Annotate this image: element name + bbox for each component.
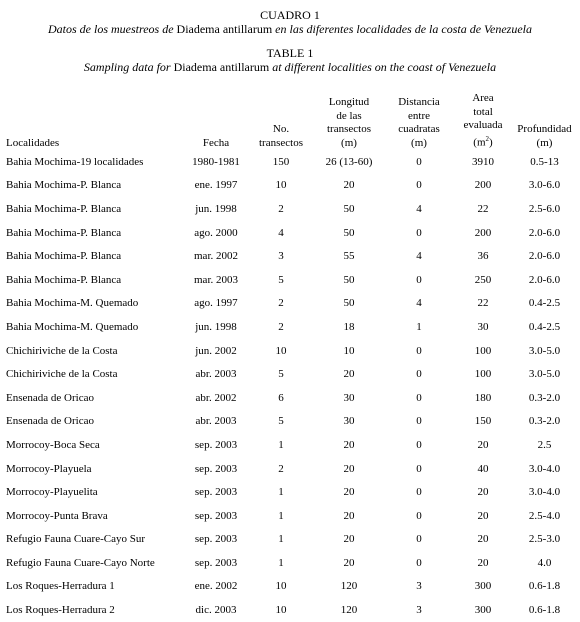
cell-longitud: 20 <box>343 438 355 451</box>
cell-longitud: 10 <box>343 344 355 357</box>
cell-longitud: 20 <box>343 179 355 192</box>
header-area: Area total evaluada $(m^2)$ <box>463 92 503 149</box>
caption-english-text: Sampling data for Diadema antillarum at different localities on the coast of Venezuela <box>83 60 497 74</box>
cell-localidad: Bahia Mochima-P. Blanca <box>6 226 122 239</box>
cell-localidad: Bahia Mochima-M. Quemado <box>6 320 139 333</box>
cell-profundidad: 3.0-4.0 <box>528 486 561 499</box>
cell-area: 180 <box>474 391 492 404</box>
cell-longitud: 30 <box>343 415 355 428</box>
cell-profundidad: 3.0-6.0 <box>528 179 561 192</box>
cell-area: 20 <box>477 533 489 546</box>
cell-no-transectos: 10 <box>275 580 287 593</box>
cell-area: 40 <box>477 462 489 475</box>
cell-localidad: Bahia Mochima-P. Blanca <box>6 273 122 286</box>
table-row <box>6 221 574 245</box>
cell-longitud: 20 <box>343 533 355 546</box>
cell-area: 20 <box>477 556 489 569</box>
cell-no-transectos: 10 <box>275 604 287 617</box>
table-row <box>6 551 574 575</box>
cell-profundidad: 3.0-4.0 <box>528 462 561 475</box>
caption-spanish <box>0 4 580 36</box>
cell-profundidad: 0.4-2.5 <box>528 320 561 333</box>
cell-localidad: Morrocoy-Boca Seca <box>6 438 100 451</box>
cell-profundidad: 2.5-3.0 <box>528 533 561 546</box>
cell-distancia: 0 <box>416 226 422 239</box>
cell-no-transectos: 5 <box>278 415 284 428</box>
cell-area: 3910 <box>472 155 494 168</box>
cell-longitud: 20 <box>343 462 355 475</box>
cell-longitud: 20 <box>343 368 355 381</box>
header-longitud: Longitud de las transectos (m) <box>327 96 371 149</box>
cell-profundidad: 0.4-2.5 <box>528 297 561 310</box>
cell-area: 300 <box>474 580 492 593</box>
cell-area: 200 <box>474 179 492 192</box>
cell-fecha: sep. 2003 <box>194 486 238 499</box>
table-row <box>6 315 574 339</box>
cell-distancia: 0 <box>416 155 422 168</box>
cell-fecha: jun. 1998 <box>195 202 237 215</box>
cell-localidad: Chichiriviche de la Costa <box>6 368 118 381</box>
cell-fecha: ene. 1997 <box>194 179 238 192</box>
table-body <box>6 150 574 622</box>
cell-no-transectos: 6 <box>278 391 284 404</box>
cell-distancia: 0 <box>416 486 422 499</box>
cell-fecha: ago. 1997 <box>194 297 238 310</box>
cell-profundidad: 2.5 <box>537 438 552 451</box>
cell-distancia: 0 <box>416 509 422 522</box>
cell-localidad: Bahia Mochima-M. Quemado <box>6 297 139 310</box>
cell-distancia: 4 <box>416 250 422 263</box>
table-row <box>6 457 574 481</box>
cell-localidad: Ensenada de Oricao <box>6 391 94 404</box>
cell-profundidad: 0.6-1.8 <box>528 580 561 593</box>
cell-localidad: Bahia Mochima-P. Blanca <box>6 250 122 263</box>
cell-distancia: 0 <box>416 273 422 286</box>
cell-profundidad: 3.0-5.0 <box>528 344 561 357</box>
cell-localidad: Refugio Fauna Cuare-Cayo Sur <box>6 533 145 546</box>
cell-longitud: 50 <box>343 226 355 239</box>
caption-english-label: TABLE 1 <box>266 46 314 60</box>
cell-area: 100 <box>474 368 492 381</box>
cell-profundidad: 0.3-2.0 <box>528 415 561 428</box>
cell-longitud: 18 <box>343 320 355 333</box>
cell-longitud: 50 <box>343 297 355 310</box>
table-row <box>6 362 574 386</box>
cell-longitud: 20 <box>343 556 355 569</box>
table-row <box>6 598 574 622</box>
cell-area: 20 <box>477 509 489 522</box>
cell-fecha: sep. 2003 <box>194 462 238 475</box>
cell-area: 100 <box>474 344 492 357</box>
cell-distancia: 3 <box>416 580 422 593</box>
cell-area: 30 <box>477 320 489 333</box>
cell-longitud: 20 <box>343 509 355 522</box>
caption-spanish-text: Datos de los muestreos de Diadema antillarum en las diferentes localidades de la costa de Venezuela <box>47 22 532 36</box>
cell-localidad: Morrocoy-Punta Brava <box>6 509 108 522</box>
table-row <box>6 575 574 599</box>
table-row <box>6 433 574 457</box>
cell-profundidad: 0.6-1.8 <box>528 604 561 617</box>
cell-distancia: 0 <box>416 533 422 546</box>
cell-profundidad: 0.5-13 <box>530 155 559 168</box>
header-fecha: Fecha <box>202 136 230 149</box>
cell-localidad: Morrocoy-Playuela <box>6 462 92 475</box>
cell-localidad: Bahia Mochima-P. Blanca <box>6 179 122 192</box>
cell-no-transectos: 2 <box>278 297 284 310</box>
cell-no-transectos: 5 <box>278 273 284 286</box>
cell-localidad: Refugio Fauna Cuare-Cayo Norte <box>6 556 155 569</box>
cell-no-transectos: 2 <box>278 462 284 475</box>
cell-area: 250 <box>474 273 492 286</box>
cell-fecha: sep. 2003 <box>194 533 238 546</box>
header-localidades: Localidades <box>6 136 60 149</box>
cell-distancia: 0 <box>416 344 422 357</box>
cell-profundidad: 2.0-6.0 <box>528 250 561 263</box>
cell-fecha: abr. 2003 <box>195 415 237 428</box>
cell-longitud: 30 <box>343 391 355 404</box>
cell-localidad: Ensenada de Oricao <box>6 415 94 428</box>
cell-distancia: 3 <box>416 604 422 617</box>
sampling-data-table <box>6 90 574 622</box>
cell-fecha: jun. 1998 <box>195 320 237 333</box>
cell-profundidad: 2.5-4.0 <box>528 509 561 522</box>
cell-area: 200 <box>474 226 492 239</box>
cell-profundidad: 3.0-5.0 <box>528 368 561 381</box>
cell-fecha: sep. 2003 <box>194 438 238 451</box>
cell-fecha: jun. 2002 <box>195 344 237 357</box>
cell-distancia: 0 <box>416 368 422 381</box>
table-row <box>6 528 574 552</box>
header-profundidad: Profundidad (m) <box>517 123 572 149</box>
cell-no-transectos: 150 <box>272 155 290 168</box>
table-row <box>6 197 574 221</box>
table-row <box>6 244 574 268</box>
cell-longitud: 120 <box>340 604 358 617</box>
header-distancia: Distancia entre cuadratas (m) <box>398 96 440 149</box>
cell-no-transectos: 2 <box>278 320 284 333</box>
cell-profundidad: 2.5-6.0 <box>528 202 561 215</box>
table-row <box>6 504 574 528</box>
cell-fecha: abr. 2003 <box>195 368 237 381</box>
cell-area: 22 <box>477 202 489 215</box>
cell-area: 22 <box>477 297 489 310</box>
cell-distancia: 0 <box>416 179 422 192</box>
table-row <box>6 480 574 504</box>
cell-no-transectos: 1 <box>278 509 284 522</box>
cell-fecha: sep. 2003 <box>194 509 238 522</box>
cell-no-transectos: 1 <box>278 556 284 569</box>
cell-no-transectos: 10 <box>275 179 287 192</box>
cell-no-transectos: 2 <box>278 202 284 215</box>
cell-profundidad: 0.3-2.0 <box>528 391 561 404</box>
table-row <box>6 410 574 434</box>
cell-area: 36 <box>477 250 489 263</box>
cell-no-transectos: 1 <box>278 533 284 546</box>
table-row <box>6 174 574 198</box>
cell-fecha: dic. 2003 <box>195 604 237 617</box>
table-header-row <box>6 90 574 150</box>
cell-longitud: 120 <box>340 580 358 593</box>
table-row <box>6 268 574 292</box>
table-row <box>6 386 574 410</box>
cell-localidad: Chichiriviche de la Costa <box>6 344 118 357</box>
cell-fecha: 1980-1981 <box>192 155 240 168</box>
cell-longitud: 50 <box>343 202 355 215</box>
cell-no-transectos: 1 <box>278 486 284 499</box>
cell-fecha: ago. 2000 <box>194 226 238 239</box>
header-no-transectos: No. transectos <box>259 123 303 149</box>
cell-localidad: Morrocoy-Playuelita <box>6 486 98 499</box>
cell-no-transectos: 1 <box>278 438 284 451</box>
cell-longitud: 55 <box>343 250 355 263</box>
caption-spanish-label: CUADRO 1 <box>260 8 320 22</box>
cell-distancia: 0 <box>416 438 422 451</box>
cell-distancia: 4 <box>416 297 422 310</box>
cell-distancia: 0 <box>416 415 422 428</box>
cell-localidad: Bahia Mochima-P. Blanca <box>6 202 122 215</box>
cell-no-transectos: 5 <box>278 368 284 381</box>
cell-profundidad: 2.0-6.0 <box>528 273 561 286</box>
table-row <box>6 339 574 363</box>
cell-distancia: 1 <box>416 320 422 333</box>
cell-fecha: sep. 2003 <box>194 556 238 569</box>
table-row <box>6 150 574 174</box>
cell-profundidad: 2.0-6.0 <box>528 226 561 239</box>
cell-area: 150 <box>474 415 492 428</box>
cell-no-transectos: 4 <box>278 226 284 239</box>
cell-distancia: 0 <box>416 462 422 475</box>
cell-fecha: ene. 2002 <box>194 580 238 593</box>
cell-no-transectos: 3 <box>278 250 284 263</box>
table-row <box>6 292 574 316</box>
cell-fecha: mar. 2002 <box>194 250 238 263</box>
cell-localidad: Bahia Mochima-19 localidades <box>6 155 144 168</box>
cell-area: 300 <box>474 604 492 617</box>
cell-fecha: abr. 2002 <box>195 391 237 404</box>
cell-localidad: Los Roques-Herradura 2 <box>6 604 115 617</box>
cell-distancia: 4 <box>416 202 422 215</box>
cell-area: 20 <box>477 438 489 451</box>
caption-english <box>0 42 580 74</box>
cell-distancia: 0 <box>416 556 422 569</box>
cell-distancia: 0 <box>416 391 422 404</box>
cell-no-transectos: 10 <box>275 344 287 357</box>
cell-localidad: Los Roques-Herradura 1 <box>6 580 115 593</box>
cell-fecha: mar. 2003 <box>194 273 238 286</box>
cell-area: 20 <box>477 486 489 499</box>
cell-longitud: 50 <box>343 273 355 286</box>
cell-longitud: 26 (13-60) <box>325 155 373 168</box>
cell-profundidad: 4.0 <box>537 556 552 569</box>
cell-longitud: 20 <box>343 486 355 499</box>
